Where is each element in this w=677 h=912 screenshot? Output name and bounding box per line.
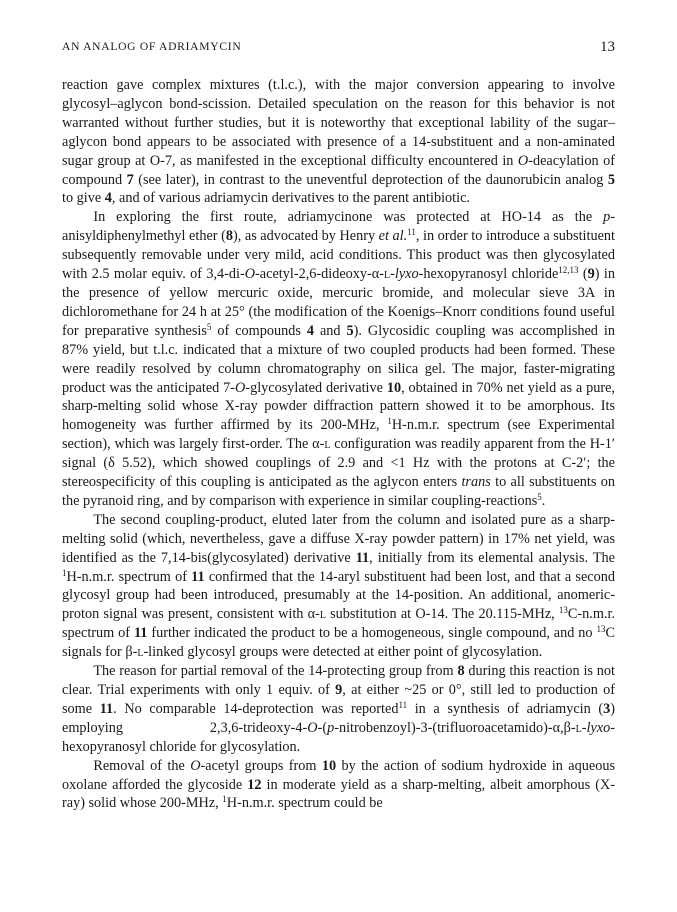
running-header: [62, 40, 615, 58]
paragraph-2: In exploring the first route, adriamycinone was protected at HO-14 as the p-anisyldiphenylmethyl ether (8), as advocated by Henry et al.$^{11}$, in order to introduce a substituent subsequently removable under very mild, acid conditions. This product was then glycosylated with 2.5 molar equiv. of 3,4-di-O-acetyl-2,6-dideoxy-α-l-lyxo-hexopyranosyl chloride$^{12,13}$ (9) in the presence of yellow mercuric oxide, mercuric bromide, and molecular sieve 3A in dichloromethane for 24 h at 25° (the modification of the Koenigs–Knorr conditions found useful for preparative synthesis$^5$ of compounds 4 and 5). Glycosidic coupling was accomplished in 87% yield, but t.l.c. indicated that a mixture of two coupled products had been formed. These were readily resolved by column chromatography on silica gel. The major, faster-migrating product was the anticipated 7-O-glycosylated derivative 10, obtained in 70% net yield as a pure, sharp-melting solid whose X-ray powder diffraction pattern showed it to be amorphous. Its homogeneity was further affirmed by its 200-MHz, $^1$H-n.m.r. spectrum (see Experimental section), which was largely first-order. The α-l configuration was readily apparent from the H-1′ signal (δ 5.52), which showed couplings of 2.9 and <1 Hz with the protons at C-2′; the stereospecificity of this coupling is anticipated as the aglycon enters trans to all substituents on the pyranoid ring, and by comparison with experience in similar coupling-reactions$^5$.: [62, 209, 615, 509]
paragraph-1: reaction gave complex mixtures (t.l.c.), with the major conversion appearing to involve glycosyl–aglycon bond-scission. Detailed speculation on the reason for this behavior is not warranted without further studies, but it is noteworthy that exceptional lability of the sugar–aglycon bond appears to be associated with presence of a 14-substituent and a non-aminated sugar group at O-7, as manifested in the exceptional difficulty encountered in O-deacylation of compound 7 (see later), in contrast to the uneventful deprotection of the daunorubicin analog 5 to give 4, and of various adriamycin derivatives to the parent antibiotic.: [62, 77, 615, 207]
running-title: AN ANALOG OF ADRIAMYCIN: [62, 40, 242, 53]
page-number: 13: [600, 39, 615, 55]
paragraph-3: The second coupling-product, eluted later from the column and isolated pure as a sharp-melting solid (which, nevertheless, gave a diffuse X-ray powder pattern) in 17% net yield, was identified as the 7,14-bis(glycosylated) derivative 11, initially from its elemental analysis. The $^1$H-n.m.r. spectrum of 11 confirmed that the 14-aryl substituent had been lost, and that a second glycosyl group had been introduced, presumably at the 14-position. An additional, anomeric-proton signal was present, consistent with α-l substitution at O-14. The 20.115-MHz, $^{13}$C-n.m.r. spectrum of 11 further indicated the product to be a homogeneous, single compound, and no $^{13}$C signals for β-l-linked glycosyl groups were detected at either point of glycosylation.: [62, 511, 616, 661]
body-text: [62, 76, 615, 813]
paragraph-5: Removal of the O-acetyl groups from 10 by the action of sodium hydroxide in aqueous oxolane afforded the glycoside 12 in moderate yield as a sharp-melting, albeit amorphous (X-ray) solid whose 200-MHz, $^1$H-n.m.r. spectrum could be: [62, 757, 616, 812]
paragraph-4: The reason for partial removal of the 14-protecting group from 8 during this reaction is not clear. Trial experiments with only 1 equiv. of 9, at either ~25 or 0°, still led to production of some 11. No comparable 14-deprotection was reported$^{11}$ in a synthesis of adriamycin (3) employing 2,3,6-trideoxy-4-O-(p-nitrobenzoyl)-3-(trifluoroacetamido)-α,β-l-lyxo-hexopyranosyl chloride for glycosylation.: [62, 663, 615, 755]
